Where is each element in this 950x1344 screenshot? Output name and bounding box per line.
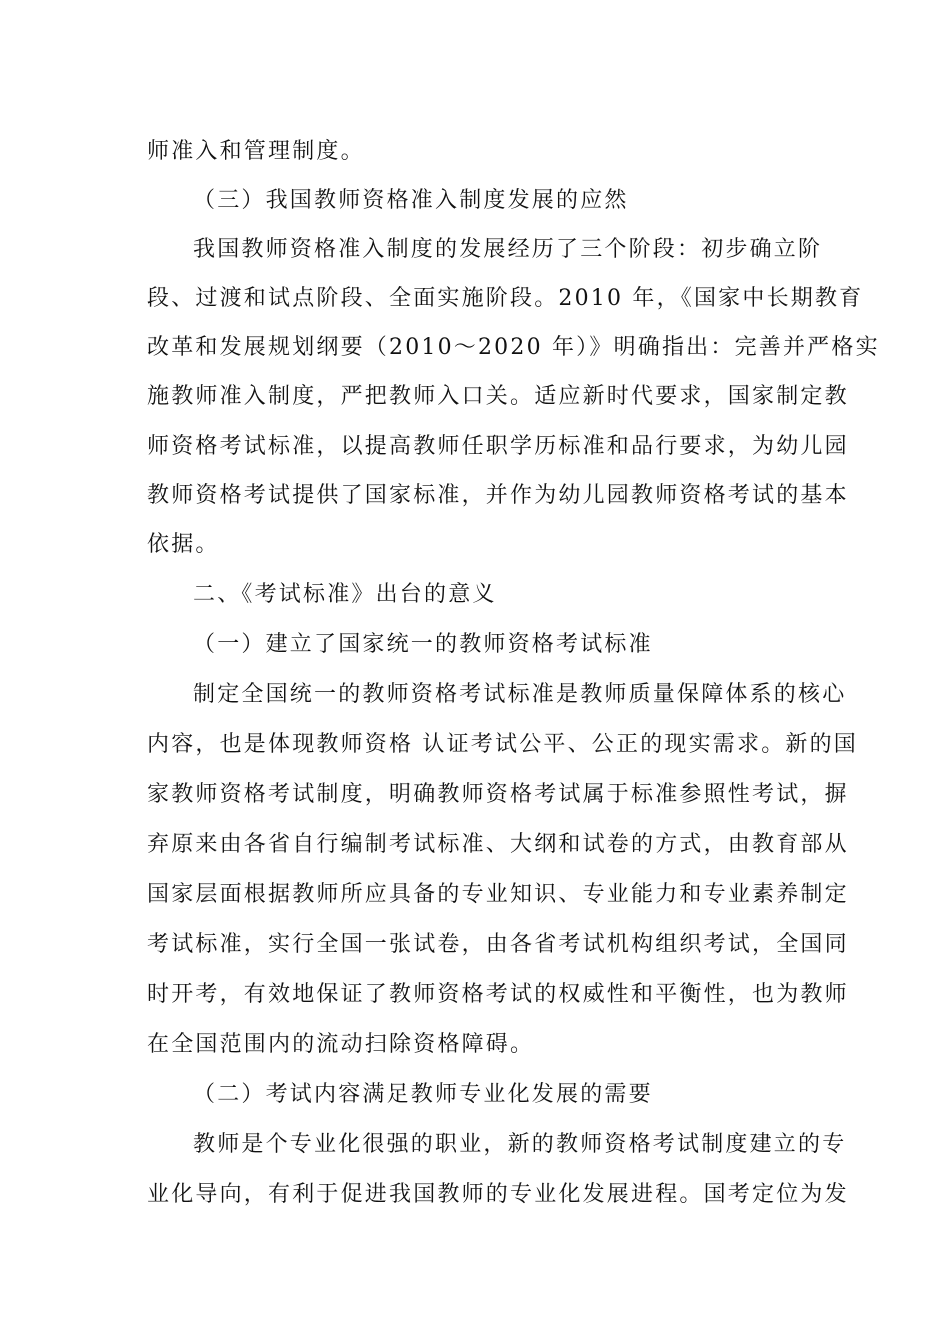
paragraph-line: 我国教师资格准入制度的发展经历了三个阶段：初步确立阶 bbox=[193, 237, 823, 262]
subsection-heading: （二）考试内容满足教师专业化发展的需要 bbox=[193, 1082, 653, 1107]
paragraph-line: 师资格考试标准，以提高教师任职学历标准和品行要求，为幼儿园 bbox=[147, 434, 849, 459]
paragraph-line: 时开考，有效地保证了教师资格考试的权威性和平衡性，也为教师 bbox=[147, 982, 849, 1007]
paragraph-line: 国家层面根据教师所应具备的专业知识、专业能力和专业素养制定 bbox=[147, 882, 849, 907]
paragraph-line: 施教师准入制度，严把教师入口关。适应新时代要求，国家制定教 bbox=[147, 384, 849, 409]
paragraph-line: 家教师资格考试制度，明确教师资格考试属于标准参照性考试，摒 bbox=[147, 782, 849, 807]
paragraph-line: 段、过渡和试点阶段、全面实施阶段。2010 年，《国家中长期教育 bbox=[147, 286, 864, 311]
paragraph-line: 业化导向，有利于促进我国教师的专业化发展进程。国考定位为发 bbox=[147, 1182, 849, 1207]
paragraph-line: 依据。 bbox=[147, 532, 220, 557]
paragraph-line: 弃原来由各省自行编制考试标准、大纲和试卷的方式，由教育部从 bbox=[147, 832, 849, 857]
paragraph-line: 制定全国统一的教师资格考试标准是教师质量保障体系的核心 bbox=[193, 682, 847, 707]
paragraph-line: 师准入和管理制度。 bbox=[147, 139, 365, 164]
subsection-heading: （一）建立了国家统一的教师资格考试标准 bbox=[193, 632, 653, 657]
section-heading: 二、《考试标准》出台的意义 bbox=[193, 582, 497, 607]
paragraph-line: 教师资格考试提供了国家标准，并作为幼儿园教师资格考试的基本 bbox=[147, 483, 849, 508]
paragraph-line: 改革和发展规划纲要（2010～2020 年）》明确指出：完善并严格实 bbox=[147, 335, 880, 360]
paragraph-line: 教师是个专业化很强的职业，新的教师资格考试制度建立的专 bbox=[193, 1132, 847, 1157]
paragraph-line: 考试标准，实行全国一张试卷，由各省考试机构组织考试，全国同 bbox=[147, 932, 849, 957]
paragraph-line: 在全国范围内的流动扫除资格障碍。 bbox=[147, 1032, 535, 1057]
section-heading: （三）我国教师资格准入制度发展的应然 bbox=[193, 188, 629, 213]
paragraph-line: 内容，也是体现教师资格 认证考试公平、公正的现实需求。新的国 bbox=[147, 732, 858, 757]
